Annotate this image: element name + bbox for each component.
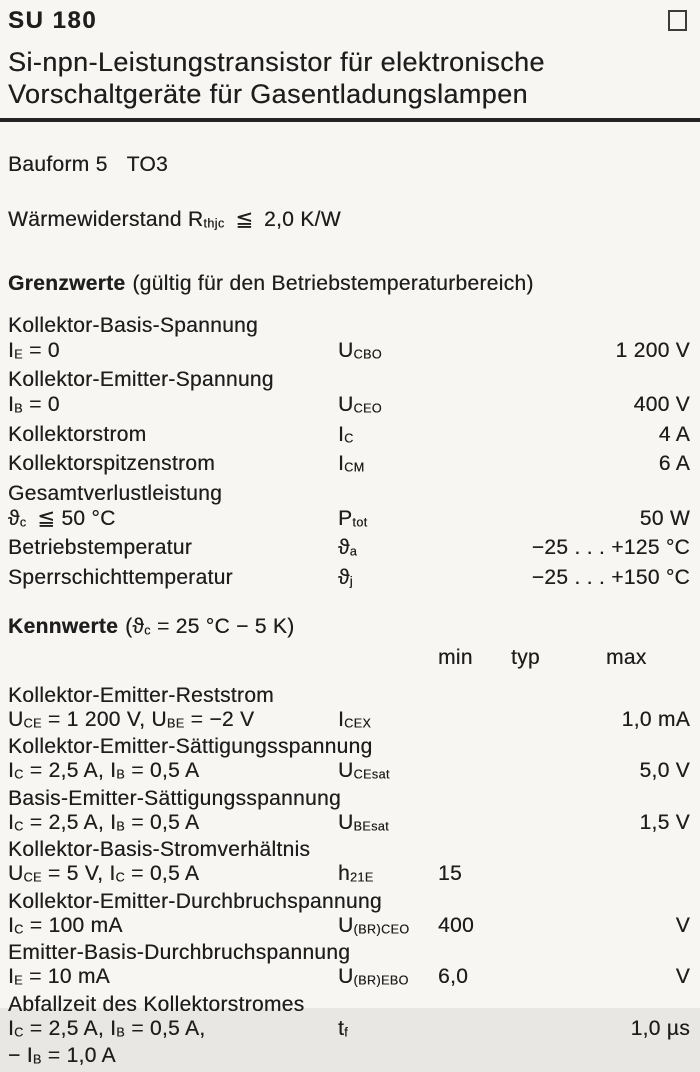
max-value: [606, 862, 690, 890]
max-value: 1,5 V: [639, 810, 690, 834]
max-value: [606, 684, 690, 708]
param-label: IC = 2,5 A, IB = 0,5 A: [8, 759, 200, 782]
max-value: 1,0 µs: [630, 1016, 690, 1040]
param-symbol: [338, 367, 438, 392]
typ-value: [511, 684, 606, 708]
param-symbol: ϑj: [338, 565, 353, 589]
table-row: [8, 890, 690, 914]
param-symbol: U(BR)EBO: [338, 965, 409, 988]
param-label: Basis-Emitter-Sättigungsspannung: [8, 786, 341, 810]
param-value: 4 A: [658, 422, 690, 446]
kennwerte-note: (ϑc = 25 °C − 5 K): [125, 615, 295, 638]
param-symbol: UCEsat: [338, 759, 390, 782]
table-row: [8, 481, 690, 506]
table-row: [8, 422, 690, 452]
min-value: [438, 787, 511, 811]
min-value: [438, 890, 511, 914]
min-value: 6,0: [438, 965, 469, 988]
param-label: Kollektor-Emitter-Spannung: [8, 368, 274, 391]
typ-value: [511, 890, 606, 914]
table-row: [8, 338, 690, 368]
param-symbol: [338, 684, 438, 708]
col-typ-label: typ: [511, 645, 540, 669]
table-row: [8, 1017, 690, 1045]
param-value: −25 . . . +150 °C: [531, 565, 690, 589]
param-label: Abfallzeit des Kollektorstromes: [8, 992, 305, 1016]
table-row: [8, 811, 690, 839]
package-type: TO3: [126, 153, 168, 176]
param-symbol: UCBO: [338, 338, 382, 362]
table-row: [8, 392, 690, 422]
param-symbol: [338, 941, 438, 965]
typ-value: [511, 708, 606, 736]
min-value: [438, 1044, 511, 1072]
min-value: 400: [438, 913, 474, 937]
param-label: Kollektorstrom: [8, 422, 147, 446]
min-value: [438, 811, 511, 839]
param-symbol: [338, 313, 438, 338]
table-row: [8, 535, 690, 565]
horizontal-divider: [0, 118, 700, 122]
param-value: 400 V: [633, 393, 690, 416]
param-value: −25 . . . +125 °C: [531, 536, 690, 559]
min-value: [438, 684, 511, 708]
param-label: Gesamtverlustleistung: [8, 481, 223, 505]
param-symbol: UCEO: [338, 393, 382, 416]
max-value: V: [675, 965, 690, 988]
typ-value: [511, 759, 606, 787]
param-label: IE = 0: [8, 338, 60, 362]
param-label: − IB = 1,0 A: [8, 1044, 116, 1067]
param-symbol: Ptot: [338, 506, 368, 530]
typ-value: [511, 838, 606, 862]
param-label: Kollektor-Basis-Spannung: [8, 313, 259, 337]
table-row: [8, 506, 690, 536]
param-symbol: U(BR)CEO: [338, 913, 410, 937]
param-value: 50 W: [639, 506, 690, 530]
param-label: Kollektor-Emitter-Reststrom: [8, 683, 274, 707]
min-value: [438, 941, 511, 965]
param-value: 1 200 V: [615, 338, 690, 362]
kennwerte-heading: [8, 614, 690, 644]
table-row: [8, 735, 690, 759]
table-row: [8, 367, 690, 392]
min-value: [438, 708, 511, 736]
param-value: [438, 367, 690, 392]
param-label: IC = 2,5 A, IB = 0,5 A,: [8, 1016, 206, 1040]
subtitle-line-2: Vorschaltgeräte für Gasentladungslampen: [8, 79, 528, 109]
table-row: [8, 684, 690, 708]
param-symbol: [338, 1044, 438, 1072]
table-row: [8, 451, 690, 481]
grenzwerte-note: (gültig für den Betriebstemperaturbereich): [132, 271, 534, 295]
param-label: UCE = 1 200 V, UBE = −2 V: [8, 707, 255, 731]
param-label: IB = 0: [8, 393, 60, 416]
param-symbol: ϑa: [338, 536, 358, 559]
table-row: [8, 862, 690, 890]
param-label: Sperrschichttemperatur: [8, 565, 233, 589]
param-value: [438, 481, 690, 506]
param-symbol: ICEX: [338, 707, 372, 731]
table-row: [8, 1044, 690, 1072]
param-value: [438, 313, 690, 338]
param-label: Kollektorspitzenstrom: [8, 452, 216, 475]
min-value: [438, 993, 511, 1017]
bauform-label: Bauform 5: [8, 153, 108, 176]
max-value: [606, 941, 690, 965]
table-row: [8, 838, 690, 862]
param-label: Kollektor-Basis-Stromverhältnis: [8, 838, 311, 861]
typ-value: [511, 1017, 606, 1045]
param-symbol: h21E: [338, 862, 374, 885]
table-row: [8, 708, 690, 736]
kennwerte-table: [8, 684, 690, 1072]
max-value: [606, 735, 690, 759]
typ-value: [511, 965, 606, 993]
table-row: [8, 941, 690, 965]
subtitle-line-1: Si-npn-Leistungstransistor für elektronische: [8, 47, 545, 77]
max-value: 5,0 V: [639, 759, 690, 782]
column-spacer: [8, 646, 438, 670]
param-label: Kollektor-Emitter-Sättigungsspannung: [8, 735, 373, 758]
param-symbol: IC: [338, 422, 354, 446]
table-row: [8, 787, 690, 811]
table-row: [8, 914, 690, 942]
table-row: [8, 965, 690, 993]
param-symbol: ICM: [338, 452, 365, 475]
max-value: 1,0 mA: [621, 707, 690, 731]
typ-value: [511, 993, 606, 1017]
min-value: [438, 838, 511, 862]
param-symbol: [338, 735, 438, 759]
param-label: Kollektor-Emitter-Durchbruchspannung: [8, 889, 382, 913]
typ-value: [511, 787, 606, 811]
param-symbol: [338, 993, 438, 1017]
param-symbol: [338, 787, 438, 811]
col-min-label: min: [438, 645, 473, 669]
max-value: [606, 993, 690, 1017]
typ-value: [511, 862, 606, 890]
kennwerte-title: Kennwerte: [8, 615, 119, 638]
grenzwerte-table: [8, 313, 690, 595]
param-label: Betriebstemperatur: [8, 536, 192, 559]
table-row: [8, 993, 690, 1017]
param-symbol: [338, 890, 438, 914]
device-description: [8, 46, 690, 110]
corner-square-icon: [668, 10, 687, 31]
typ-value: [511, 941, 606, 965]
param-symbol: [338, 838, 438, 862]
max-value: [606, 838, 690, 862]
grenzwerte-heading: [8, 271, 690, 297]
part-number: SU 180: [8, 7, 98, 34]
typ-value: [511, 1044, 606, 1072]
thermal-resistance: Wärmewiderstand Rthjc ≦ 2,0 K/W: [8, 208, 341, 231]
table-row: [8, 313, 690, 338]
typ-value: [511, 811, 606, 839]
max-value: [606, 890, 690, 914]
min-value: [438, 759, 511, 787]
max-value: [606, 787, 690, 811]
max-value: V: [675, 913, 690, 937]
table-row: [8, 565, 690, 595]
param-label: IC = 100 mA: [8, 913, 123, 937]
table-row: [8, 759, 690, 787]
param-symbol: tf: [338, 1016, 349, 1040]
param-label: IE = 10 mA: [8, 965, 110, 988]
param-value: 6 A: [658, 452, 690, 475]
max-value: [606, 1044, 690, 1072]
col-max-label: max: [606, 645, 647, 669]
grenzwerte-title: Grenzwerte: [8, 271, 126, 295]
typ-value: [511, 914, 606, 942]
column-headers: [8, 646, 690, 670]
min-value: [438, 1017, 511, 1045]
param-symbol: [338, 481, 438, 506]
param-label: Emitter-Basis-Durchbruchspannung: [8, 941, 351, 964]
min-value: 15: [438, 862, 462, 885]
min-value: [438, 735, 511, 759]
param-label: IC = 2,5 A, IB = 0,5 A: [8, 810, 200, 834]
typ-value: [511, 735, 606, 759]
package-info: [8, 152, 690, 177]
param-label: ϑc ≦ 50 °C: [8, 506, 116, 530]
param-symbol: UBEsat: [338, 810, 390, 834]
param-label: UCE = 5 V, IC = 0,5 A: [8, 862, 200, 885]
